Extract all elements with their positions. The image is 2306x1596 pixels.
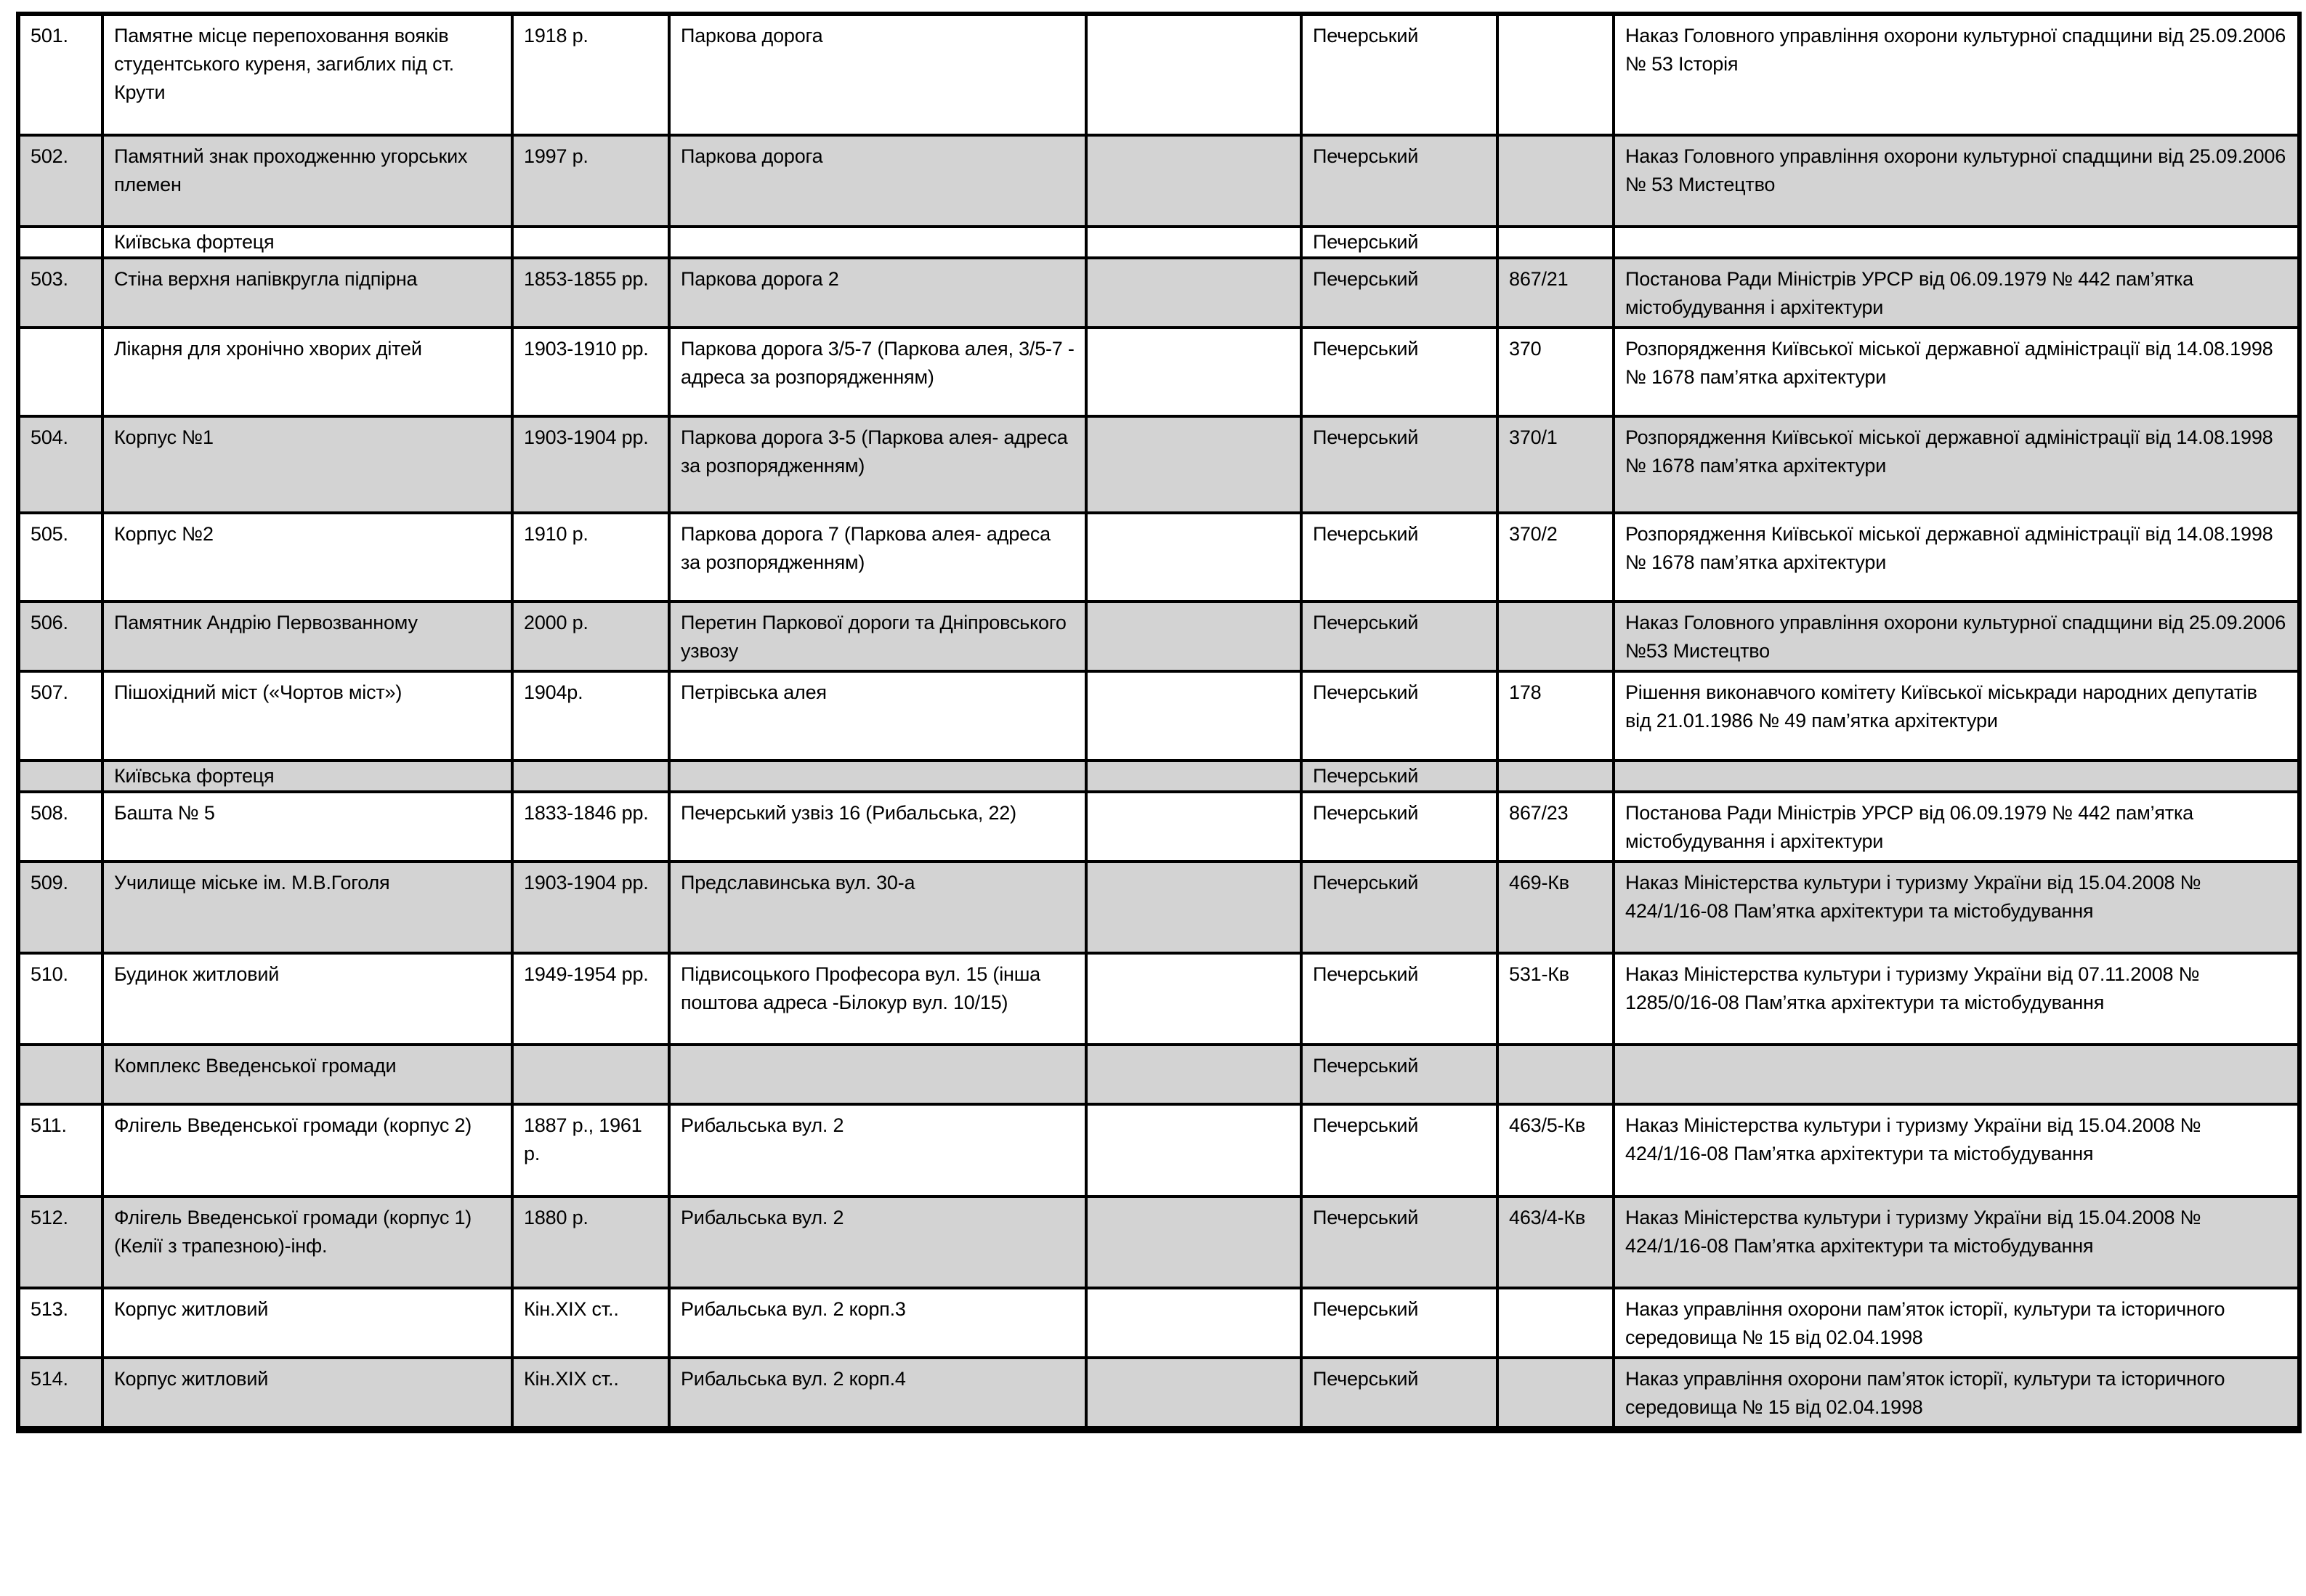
cell-number xyxy=(1497,1358,1614,1430)
cell-date: 1887 р., 1961 р. xyxy=(512,1104,669,1196)
cell-extra xyxy=(1086,227,1301,258)
cell-document: Наказ Міністерства культури і туризму України від 15.04.2008 № 424/1/16-08 Пам’ятка архітектури та містобудування xyxy=(1614,862,2299,953)
cell-date: 1910 р. xyxy=(512,513,669,601)
table-row xyxy=(18,601,2299,671)
cell-extra xyxy=(1086,14,1301,135)
cell-address xyxy=(669,761,1086,792)
cell-name: Київська фортеця xyxy=(102,761,512,792)
cell-name: Башта № 5 xyxy=(102,792,512,862)
cell-district: Печерський xyxy=(1301,416,1497,513)
cell-district: Печерський xyxy=(1301,1288,1497,1358)
cell-no xyxy=(18,227,102,258)
cell-document: Розпорядження Київської міської державної адміністрації від 14.08.1998 № 1678 пам’ятка архітектури xyxy=(1614,416,2299,513)
cell-name: Корпус житловий xyxy=(102,1288,512,1358)
cell-no xyxy=(18,1045,102,1104)
cell-district: Печерський xyxy=(1301,1196,1497,1288)
cell-date: 1903-1910 рр. xyxy=(512,328,669,416)
table-row xyxy=(18,513,2299,601)
table-row xyxy=(18,671,2299,761)
cell-no: 509. xyxy=(18,862,102,953)
cell-name: Памятне місце перепоховання вояків студентського куреня, загиблих під ст. Крути xyxy=(102,14,512,135)
cell-extra xyxy=(1086,1104,1301,1196)
cell-number: 370/1 xyxy=(1497,416,1614,513)
cell-address: Підвисоцького Професора вул. 15 (інша поштова адреса -Білокур вул. 10/15) xyxy=(669,953,1086,1045)
cell-address xyxy=(669,1045,1086,1104)
cell-date xyxy=(512,761,669,792)
cell-number xyxy=(1497,14,1614,135)
cell-document: Наказ Головного управління охорони культурної спадщини від 25.09.2006 №53 Мистецтво xyxy=(1614,601,2299,671)
cell-address: Предславинська вул. 30-а xyxy=(669,862,1086,953)
table-row xyxy=(18,953,2299,1045)
cell-name: Лікарня для хронічно хворих дітей xyxy=(102,328,512,416)
table-row xyxy=(18,1288,2299,1358)
cell-extra xyxy=(1086,1045,1301,1104)
cell-document: Наказ Міністерства культури і туризму України від 15.04.2008 № 424/1/16-08 Пам’ятка архітектури та містобудування xyxy=(1614,1196,2299,1288)
cell-no xyxy=(18,761,102,792)
table-row xyxy=(18,135,2299,227)
cell-date: 1833-1846 рр. xyxy=(512,792,669,862)
cell-no: 513. xyxy=(18,1288,102,1358)
cell-name: Корпус житловий xyxy=(102,1358,512,1430)
cell-extra xyxy=(1086,953,1301,1045)
cell-number: 867/21 xyxy=(1497,258,1614,328)
cell-name: Будинок житловий xyxy=(102,953,512,1045)
table-subheader-row xyxy=(18,227,2299,258)
cell-document: Постанова Ради Міністрів УРСР від 06.09.1979 № 442 пам’ятка містобудування і архітектури xyxy=(1614,792,2299,862)
cell-no: 514. xyxy=(18,1358,102,1430)
cell-district: Печерський xyxy=(1301,135,1497,227)
cell-document xyxy=(1614,1045,2299,1104)
cell-number: 463/5-Кв xyxy=(1497,1104,1614,1196)
table-row xyxy=(18,328,2299,416)
cell-address: Перетин Паркової дороги та Дніпровського узвозу xyxy=(669,601,1086,671)
cell-no: 510. xyxy=(18,953,102,1045)
cell-date xyxy=(512,1045,669,1104)
cell-number xyxy=(1497,135,1614,227)
cell-address: Рибальська вул. 2 xyxy=(669,1104,1086,1196)
cell-no: 512. xyxy=(18,1196,102,1288)
cell-district: Печерський xyxy=(1301,513,1497,601)
cell-no: 508. xyxy=(18,792,102,862)
cell-no: 501. xyxy=(18,14,102,135)
cell-no: 507. xyxy=(18,671,102,761)
table-row xyxy=(18,1196,2299,1288)
cell-number: 370 xyxy=(1497,328,1614,416)
cell-district: Печерський xyxy=(1301,601,1497,671)
cell-address: Петрівська алея xyxy=(669,671,1086,761)
cell-date: 1949-1954 рр. xyxy=(512,953,669,1045)
cell-number xyxy=(1497,1288,1614,1358)
cell-document: Наказ Міністерства культури і туризму України від 15.04.2008 № 424/1/16-08 Пам’ятка архітектури та містобудування xyxy=(1614,1104,2299,1196)
cell-date: Кін.XIX ст.. xyxy=(512,1358,669,1430)
cell-date: 2000 р. xyxy=(512,601,669,671)
cell-district: Печерський xyxy=(1301,792,1497,862)
cell-date: 1880 р. xyxy=(512,1196,669,1288)
table-row xyxy=(18,14,2299,135)
cell-address: Рибальська вул. 2 xyxy=(669,1196,1086,1288)
cell-number: 178 xyxy=(1497,671,1614,761)
cell-document: Розпорядження Київської міської державної адміністрації від 14.08.1998 № 1678 пам’ятка архітектури xyxy=(1614,328,2299,416)
cell-address: Печерський узвіз 16 (Рибальська, 22) xyxy=(669,792,1086,862)
cell-document xyxy=(1614,227,2299,258)
cell-number xyxy=(1497,601,1614,671)
cell-document: Рішення виконавчого комітету Київської міськради народних депутатів від 21.01.1986 № 49 пам’ятка архітектури xyxy=(1614,671,2299,761)
cell-document: Наказ управління охорони пам’яток історії, культури та історичного середовища № 15 від 02.04.1998 xyxy=(1614,1358,2299,1430)
cell-extra xyxy=(1086,761,1301,792)
cell-district: Печерський xyxy=(1301,953,1497,1045)
cell-name: Памятник Андрію Первозванному xyxy=(102,601,512,671)
cell-no xyxy=(18,328,102,416)
cell-district: Печерський xyxy=(1301,258,1497,328)
cell-date: 1918 р. xyxy=(512,14,669,135)
table-row xyxy=(18,258,2299,328)
table-row xyxy=(18,1358,2299,1430)
cell-name: Київська фортеця xyxy=(102,227,512,258)
cell-document: Розпорядження Київської міської державної адміністрації від 14.08.1998 № 1678 пам’ятка архітектури xyxy=(1614,513,2299,601)
cell-number xyxy=(1497,1045,1614,1104)
cell-date xyxy=(512,227,669,258)
cell-district: Печерський xyxy=(1301,1104,1497,1196)
cell-district: Печерський xyxy=(1301,1045,1497,1104)
table-subheader-row xyxy=(18,1045,2299,1104)
monuments-registry-table xyxy=(16,12,2302,1433)
cell-district: Печерський xyxy=(1301,1358,1497,1430)
table-row xyxy=(18,416,2299,513)
cell-address: Рибальська вул. 2 корп.4 xyxy=(669,1358,1086,1430)
cell-address xyxy=(669,227,1086,258)
cell-extra xyxy=(1086,513,1301,601)
cell-address: Паркова дорога xyxy=(669,135,1086,227)
cell-name: Стіна верхня напівкругла підпірна xyxy=(102,258,512,328)
cell-document: Наказ Головного управління охорони культурної спадщини від 25.09.2006 № 53 Мистецтво xyxy=(1614,135,2299,227)
cell-district: Печерський xyxy=(1301,761,1497,792)
cell-no: 506. xyxy=(18,601,102,671)
cell-name: Флігель Введенської громади (корпус 1) (Келії з трапезною)-інф. xyxy=(102,1196,512,1288)
cell-district: Печерський xyxy=(1301,328,1497,416)
cell-district: Печерський xyxy=(1301,227,1497,258)
cell-extra xyxy=(1086,601,1301,671)
cell-extra xyxy=(1086,792,1301,862)
cell-district: Печерський xyxy=(1301,14,1497,135)
cell-no: 504. xyxy=(18,416,102,513)
table-row xyxy=(18,862,2299,953)
cell-no: 505. xyxy=(18,513,102,601)
cell-name: Комплекс Введенської громади xyxy=(102,1045,512,1104)
cell-number: 463/4-Кв xyxy=(1497,1196,1614,1288)
cell-name: Корпус №2 xyxy=(102,513,512,601)
cell-name: Училище міське ім. М.В.Гоголя xyxy=(102,862,512,953)
cell-address: Паркова дорога 3-5 (Паркова алея- адреса за розпорядженням) xyxy=(669,416,1086,513)
cell-extra xyxy=(1086,416,1301,513)
table-subheader-row xyxy=(18,761,2299,792)
cell-number xyxy=(1497,761,1614,792)
cell-number: 370/2 xyxy=(1497,513,1614,601)
cell-name: Флігель Введенської громади (корпус 2) xyxy=(102,1104,512,1196)
cell-address: Рибальська вул. 2 корп.3 xyxy=(669,1288,1086,1358)
cell-extra xyxy=(1086,258,1301,328)
cell-document: Наказ управління охорони пам’яток історії, культури та історичного середовища № 15 від 02.04.1998 xyxy=(1614,1288,2299,1358)
cell-date: 1903-1904 рр. xyxy=(512,862,669,953)
cell-no: 503. xyxy=(18,258,102,328)
cell-extra xyxy=(1086,1358,1301,1430)
cell-name: Памятний знак проходженню угорських племен xyxy=(102,135,512,227)
cell-extra xyxy=(1086,1196,1301,1288)
cell-document: Наказ Головного управління охорони культурної спадщини від 25.09.2006 № 53 Історія xyxy=(1614,14,2299,135)
cell-district: Печерський xyxy=(1301,862,1497,953)
cell-date: 1853-1855 рр. xyxy=(512,258,669,328)
cell-extra xyxy=(1086,135,1301,227)
cell-address: Паркова дорога 2 xyxy=(669,258,1086,328)
cell-extra xyxy=(1086,862,1301,953)
cell-date: 1903-1904 рр. xyxy=(512,416,669,513)
cell-date: Кін.XIX ст.. xyxy=(512,1288,669,1358)
cell-name: Пішохідний міст («Чортов міст») xyxy=(102,671,512,761)
cell-number xyxy=(1497,227,1614,258)
cell-no: 511. xyxy=(18,1104,102,1196)
cell-number: 867/23 xyxy=(1497,792,1614,862)
cell-address: Паркова дорога 7 (Паркова алея- адреса за розпорядженням) xyxy=(669,513,1086,601)
cell-extra xyxy=(1086,671,1301,761)
cell-document: Постанова Ради Міністрів УРСР від 06.09.1979 № 442 пам’ятка містобудування і архітектури xyxy=(1614,258,2299,328)
cell-address: Паркова дорога xyxy=(669,14,1086,135)
cell-date: 1997 р. xyxy=(512,135,669,227)
table-row xyxy=(18,1104,2299,1196)
cell-address: Паркова дорога 3/5-7 (Паркова алея, 3/5-7 - адреса за розпорядженням) xyxy=(669,328,1086,416)
cell-name: Корпус №1 xyxy=(102,416,512,513)
cell-document: Наказ Міністерства культури і туризму України від 07.11.2008 № 1285/0/16-08 Пам’ятка архітектури та містобудування xyxy=(1614,953,2299,1045)
cell-document xyxy=(1614,761,2299,792)
cell-no: 502. xyxy=(18,135,102,227)
cell-number: 531-Кв xyxy=(1497,953,1614,1045)
cell-extra xyxy=(1086,1288,1301,1358)
cell-date: 1904р. xyxy=(512,671,669,761)
table-row xyxy=(18,792,2299,862)
cell-district: Печерський xyxy=(1301,671,1497,761)
cell-number: 469-Кв xyxy=(1497,862,1614,953)
cell-extra xyxy=(1086,328,1301,416)
